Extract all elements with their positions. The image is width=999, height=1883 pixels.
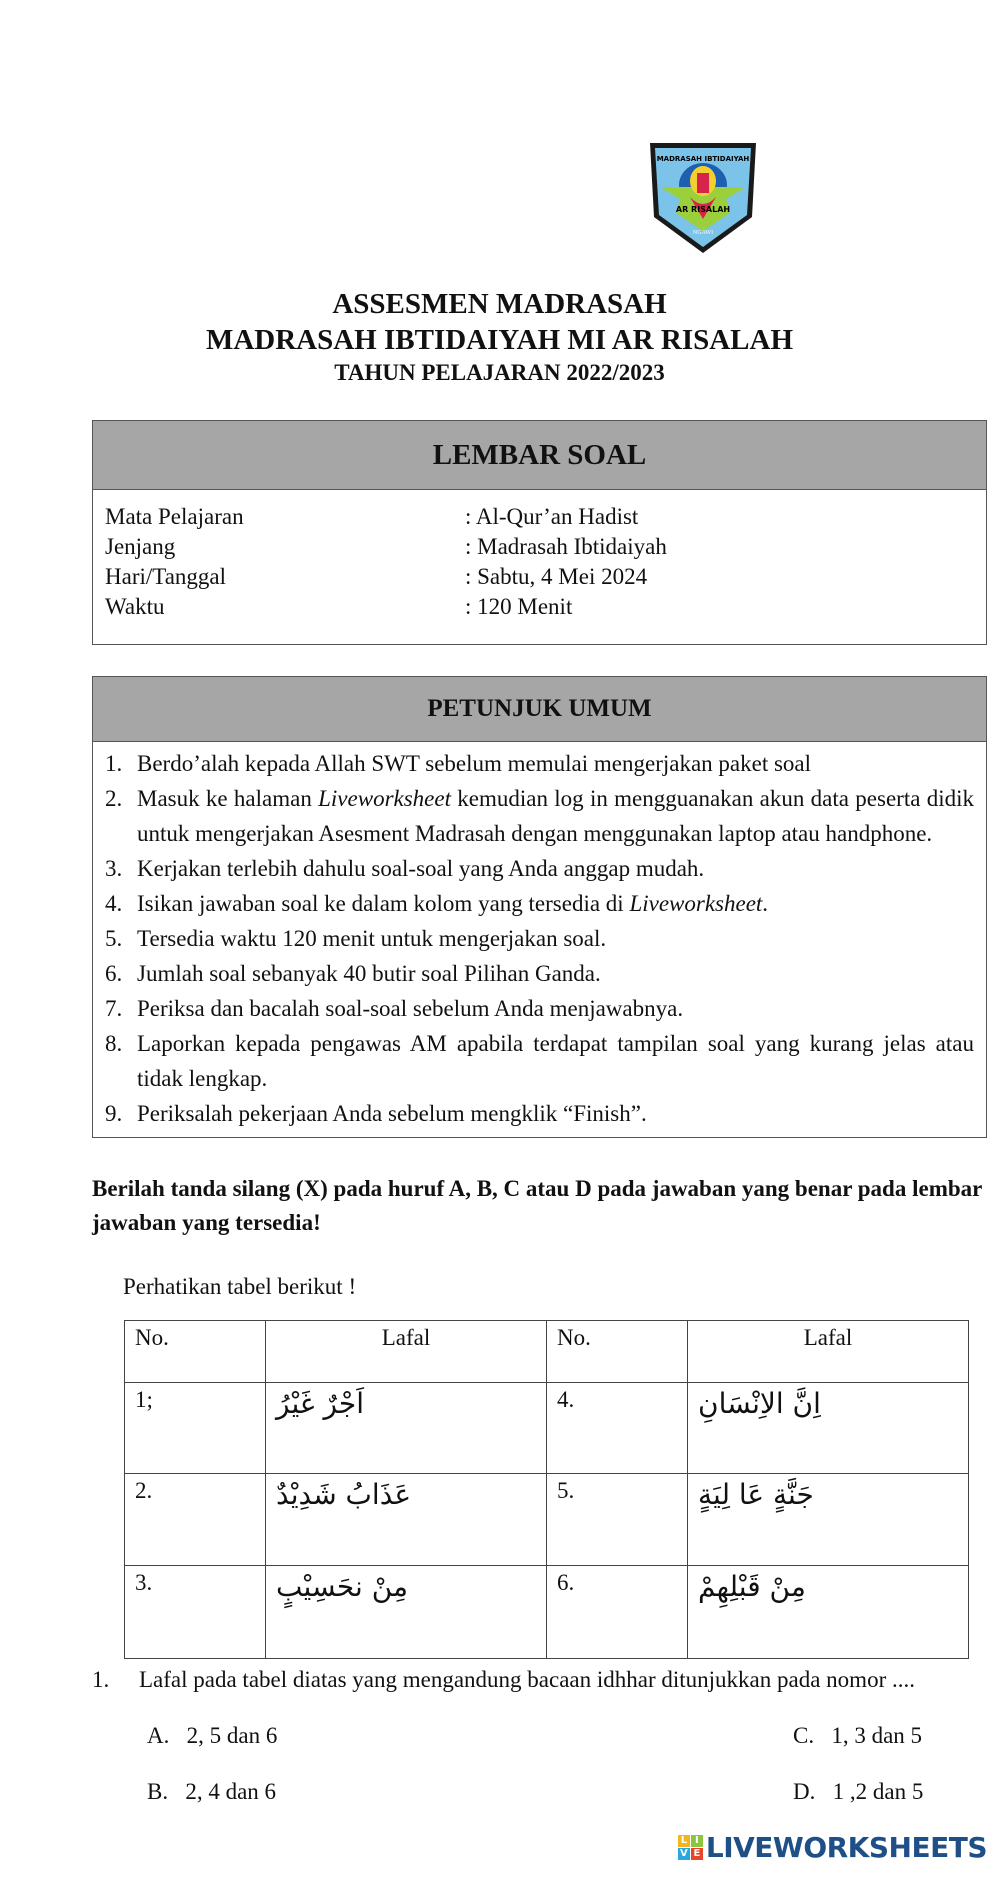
arabic-lafal: اَجْرٌ غَيْرُ xyxy=(266,1383,547,1474)
question xyxy=(92,1665,987,1695)
table-row: 3. مِنْ نحَسِيْبٍ 6. مِنْ قَبْلِهِمْ xyxy=(125,1566,969,1659)
list-item: 1. Berdo’alah kepada Allah SWT sebelum memulai mengerjakan paket soal xyxy=(105,751,812,776)
info-value: : Madrasah Ibtidaiyah xyxy=(465,534,667,559)
instruction xyxy=(92,1172,987,1240)
liveworksheets-badge-icon: L I V E xyxy=(678,1835,703,1860)
info-value: : Sabtu, 4 Mei 2024 xyxy=(465,564,648,589)
title-line-3: TAHUN PELAJARAN 2022/2023 xyxy=(334,360,665,385)
arabic-lafal: مِنْ نحَسِيْبٍ xyxy=(266,1566,547,1659)
instruction-line-2: tersedia! xyxy=(235,1210,321,1235)
liveworksheets-watermark: L I V E LIVEWORKSHEETS xyxy=(92,1831,987,1863)
list-item: 8. Laporkan kepada pengawas AM apabila terdapat tampilan soal yang kurang jelas atau tidak lengkap. xyxy=(105,1031,974,1091)
list-item: 3. Kerjakan terlebih dahulu soal-soal yang Anda anggap mudah. xyxy=(105,856,705,881)
title-line-2: MADRASAH IBTIDAIYAH MI AR RISALAH xyxy=(205,324,794,356)
info-label: Jenjang xyxy=(105,534,176,559)
table-header: No. xyxy=(547,1321,688,1383)
option-c[interactable]: C. 1, 3 dan 5 xyxy=(793,1723,923,1748)
option-a[interactable]: A. 2, 5 dan 6 xyxy=(147,1723,278,1748)
info-value: : 120 Menit xyxy=(465,594,573,619)
question-number: 1. xyxy=(92,1667,110,1692)
arabic-lafal: اِنَّ الاِنْسَانِ xyxy=(688,1383,969,1474)
option-d[interactable]: D. 1 ,2 dan 5 xyxy=(793,1779,924,1804)
info-value: : Al-Qur’an Hadist xyxy=(465,504,639,529)
info-label: Hari/Tanggal xyxy=(105,564,227,589)
list-item: 4. Isikan jawaban soal ke dalam kolom yang tersedia di Liveworksheet. xyxy=(105,891,769,916)
logo-text-middle: AR RISALAH xyxy=(675,205,731,214)
list-item: 7. Periksa dan bacalah soal-soal sebelum Anda menjawabnya. xyxy=(105,996,684,1021)
list-item: 2. Masuk ke halaman Liveworksheet kemudian log in mengguanakan akun data peserta didik untuk mengerjakan Asesment Madrasah dengan menggunakan laptop atau handphone. xyxy=(105,786,975,846)
arabic-lafal: جَنَّةٍ عَا لِيَةٍ xyxy=(688,1474,969,1566)
lafal-table xyxy=(124,1320,969,1659)
petunjuk-title: PETUNJUK UMUM xyxy=(93,677,986,742)
lembar-soal-box xyxy=(92,420,987,645)
table-row: 1; اَجْرٌ غَيْرُ 4. اِنَّ الاِنْسَانِ xyxy=(125,1383,969,1474)
arabic-lafal: مِنْ قَبْلِهِمْ xyxy=(688,1566,969,1659)
info-label: Mata Pelajaran xyxy=(105,504,244,529)
logo-text-bottom: NGAWI xyxy=(692,230,714,236)
list-item: 6. Jumlah soal sebanyak 40 butir soal Pilihan Ganda. xyxy=(105,961,601,986)
list-item-continued: didik untuk mengerjakan Asesment Madrasah dengan menggunakan laptop atau handphone. xyxy=(137,786,975,846)
options xyxy=(147,1723,987,1805)
list-item-continued: lengkap. xyxy=(188,1066,268,1091)
title-line-1: ASSESMEN MADRASAH xyxy=(332,288,667,320)
petunjuk-box xyxy=(92,676,987,1138)
instruction-line-1: Berilah tanda silang (X) pada huruf A, B, C atau D pada jawaban yang benar pada lembar jawaban yang xyxy=(92,1176,982,1235)
arabic-lafal: عَذَابُ شَدِيْدٌ xyxy=(266,1474,547,1566)
question-text: Lafal pada tabel diatas yang mengandung bacaan idhhar ditunjukkan pada nomor .... xyxy=(139,1667,915,1692)
table-header: Lafal xyxy=(688,1321,969,1383)
table-intro: Perhatikan tabel berikut ! xyxy=(123,1274,357,1299)
list-item: 9. Periksalah pekerjaan Anda sebelum mengklik “Finish”. xyxy=(105,1101,647,1126)
option-b[interactable]: B. 2, 4 dan 6 xyxy=(147,1779,277,1804)
logo-text-top: MADRASAH IBTIDAIYAH xyxy=(656,155,750,163)
lembar-soal-title: LEMBAR SOAL xyxy=(93,421,986,490)
school-logo xyxy=(646,139,760,257)
table-row: 2. عَذَابُ شَدِيْدٌ 5. جَنَّةٍ عَا لِيَةٍ xyxy=(125,1474,969,1566)
table-header: Lafal xyxy=(266,1321,547,1383)
page-content xyxy=(92,420,987,1883)
info-label: Waktu xyxy=(105,594,165,619)
table-header: No. xyxy=(125,1321,266,1383)
list-item: 5. Tersedia waktu 120 menit untuk mengerjakan soal. xyxy=(105,926,607,951)
